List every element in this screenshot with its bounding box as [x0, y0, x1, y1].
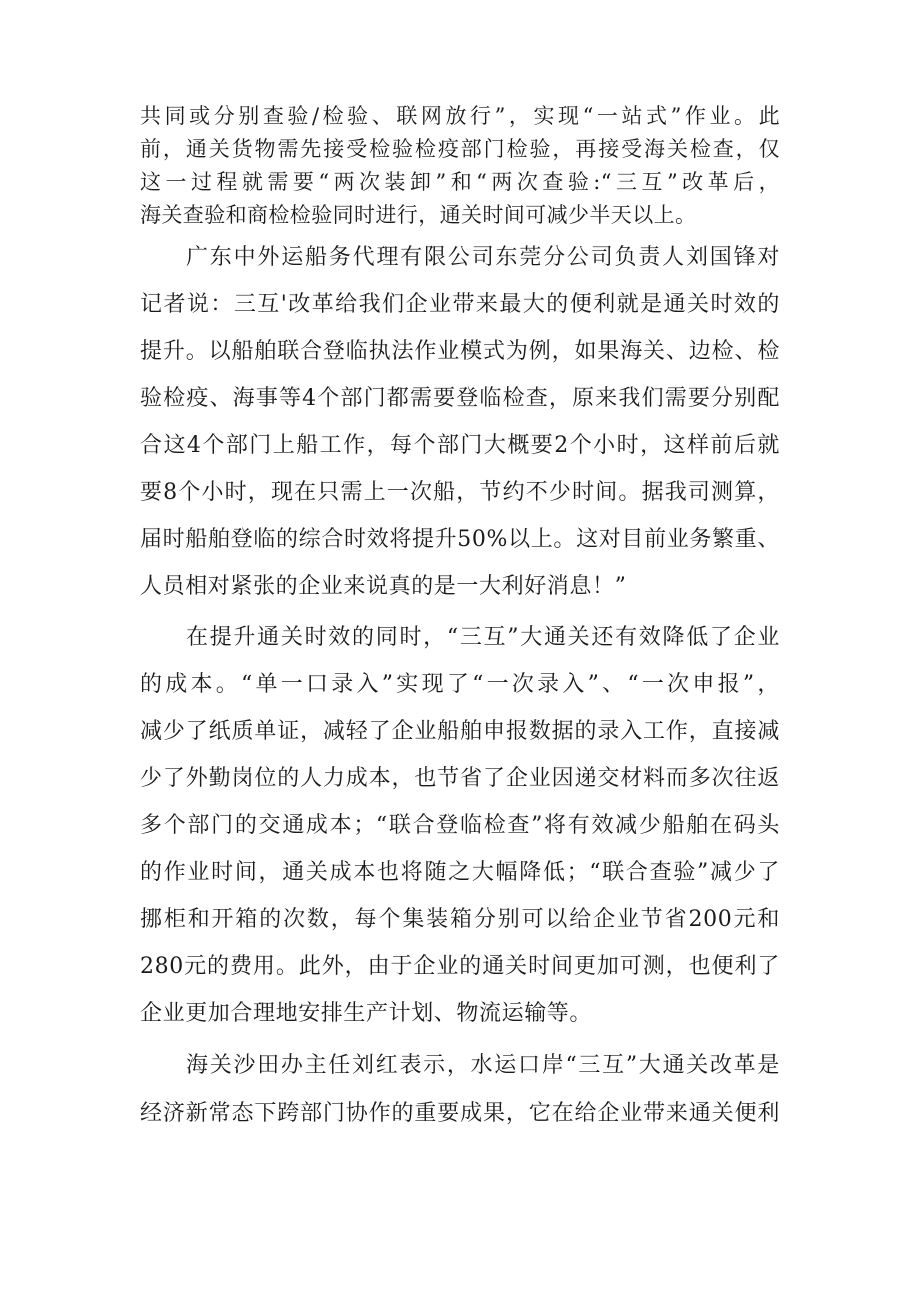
paragraph-line: 减少了纸质单证，减轻了企业船舶申报数据的录入工作，直接减	[140, 719, 780, 744]
paragraph-line: 记者说：三互'改革给我们企业带来最大的便利就是通关时效的	[140, 292, 780, 317]
paragraph-line: 海关查验和商检检验同时进行，通关时间可减少半天以上。	[140, 203, 697, 227]
paragraph-line: 合这4个部门上船工作，每个部门大概要2个小时，这样前后就	[140, 433, 780, 458]
paragraph-line: 提升。以船舶联合登临执法作业模式为例，如果海关、边检、检	[140, 339, 780, 364]
paragraph-line: 280元的费用。此外，由于企业的通关时间更加可测，也便利了	[140, 954, 780, 979]
paragraph-line: 挪柜和开箱的次数，每个集装箱分别可以给企业节省200元和	[140, 907, 780, 932]
paragraph-line: 多个部门的交通成本；“联合登临检查”将有效减少船舶在码头	[140, 813, 780, 838]
paragraph-line: 要8个小时，现在只需上一次船，节约不少时间。据我司测算，	[140, 480, 780, 505]
paragraph-line: 的作业时间，通关成本也将随之大幅降低；“联合查验”减少了	[140, 860, 780, 885]
paragraph-line: 海关沙田办主任刘红表示，水运口岸“三互”大通关改革是	[186, 1053, 780, 1078]
paragraph-line: 共同或分别查验/检验、联网放行”，实现“一站式”作业。此	[140, 104, 780, 128]
paragraph-line: 少了外勤岗位的人力成本，也节省了企业因递交材料而多次往返	[140, 766, 780, 791]
paragraph-line: 广东中外运船务代理有限公司东莞分公司负责人刘国锋对	[186, 245, 780, 270]
paragraph-line: 这一过程就需要“两次装卸”和“两次查验:“三互”改革后，	[140, 170, 780, 194]
paragraph-line: 届时船舶登临的综合时效将提升50%以上。这对目前业务繁重、	[140, 527, 780, 552]
paragraph-line: 人员相对紧张的企业来说真的是一大利好消息！”	[140, 574, 627, 599]
paragraph-line: 的成本。“单一口录入”实现了“一次录入”、“一次申报”，	[140, 672, 780, 697]
paragraph-line: 验检疫、海事等4个部门都需要登临检查，原来我们需要分别配	[140, 386, 780, 411]
paragraph-line: 企业更加合理地安排生产计划、物流运输等。	[140, 1001, 593, 1026]
paragraph-line: 经济新常态下跨部门协作的重要成果，它在给企业带来通关便利	[140, 1101, 780, 1126]
paragraph-line: 前，通关货物需先接受检验检疫部门检验，再接受海关检查，仅	[140, 137, 780, 161]
paragraph-line: 在提升通关时效的同时，“三互”大通关还有效降低了企业	[186, 625, 780, 650]
